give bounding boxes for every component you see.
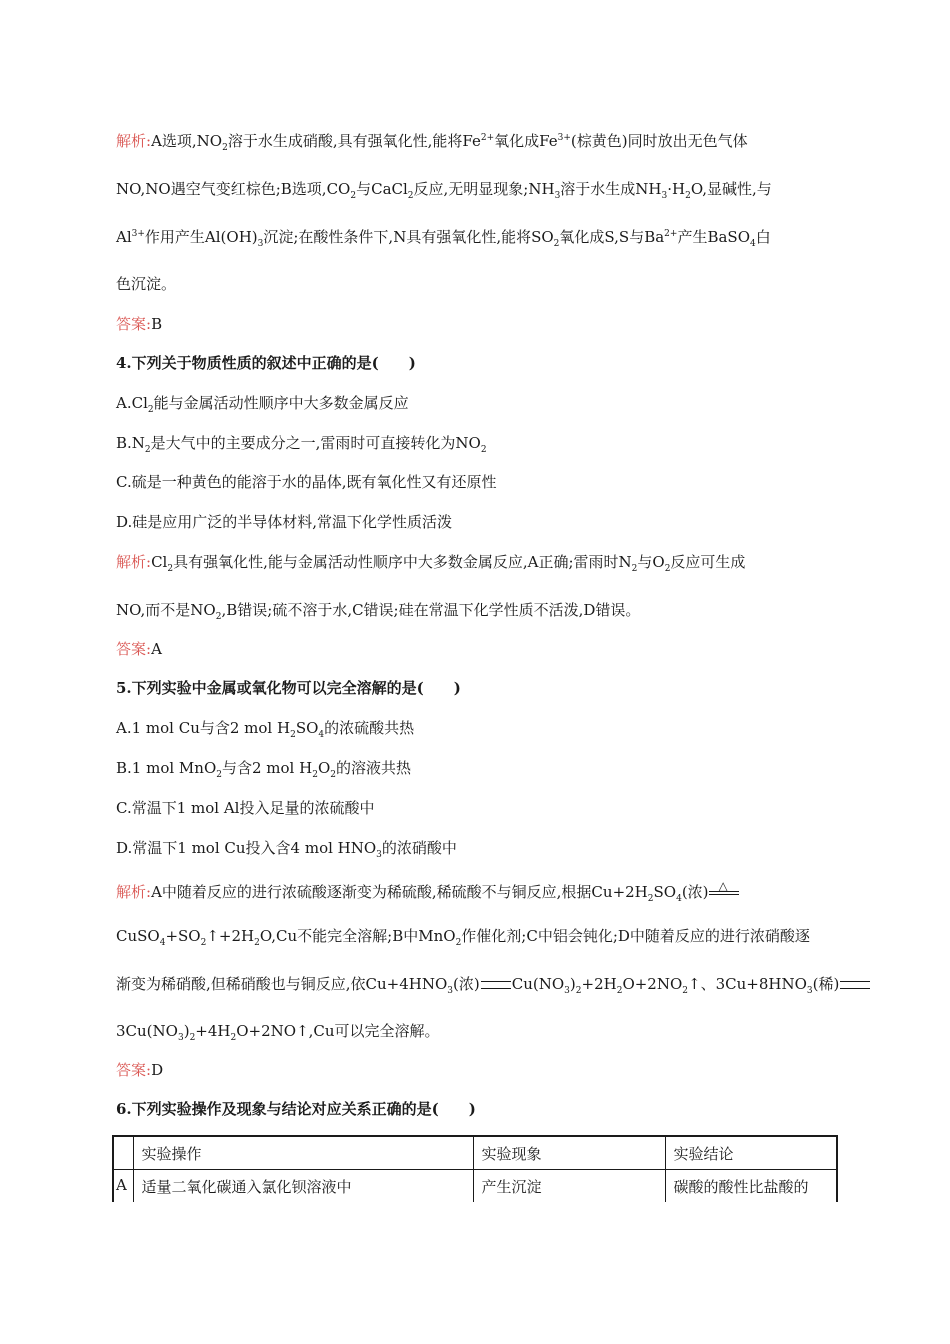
table-cell: 适量二氧化碳通入氯化钡溶液中 (133, 1169, 473, 1202)
q5-analysis-line-1: 解析:A中随着反应的进行浓硫酸逐渐变为稀硫酸,稀硫酸不与铜反应,根据$Cu+2H_2SO_4$(浓) △ (116, 882, 739, 902)
table-header-row (113, 1136, 837, 1169)
q5-option-a: A.1 mol Cu与含2 mol $H_2SO_4$的浓硫酸共热 (116, 719, 415, 740)
q5-analysis-line-2: $CuSO_4+SO_2↑+2H_2O,Cu$不能完全溶解;B中MnO$_2$作催化剂;C中铝会钝化;D中随着反应的进行浓硝酸逐 (116, 927, 810, 948)
q5-stem: 5.下列实验中金属或氧化物可以完全溶解的是( ) (116, 679, 461, 697)
q3-analysis-line-1: 解析:A选项$,NO_2$溶于水生成硝酸,具有强氧化性,能将$Fe^{2+}$氧化成$Fe^{3+}$(棕黄色)同时放出无色气体 (116, 132, 748, 153)
q4-option-d: D.硅是应用广泛的半导体材料,常温下化学性质活泼 (116, 513, 453, 531)
q5-option-d: D.常温下1 mol Cu投入含4 mol $HNO_3$的浓硝酸中 (116, 839, 457, 860)
table-row (113, 1169, 837, 1202)
analysis-label: 解析: (116, 883, 152, 901)
table-header-cell: 实验结论 (665, 1136, 837, 1169)
q3-analysis-line-4: 色沉淀。 (116, 275, 177, 293)
analysis-label: 解析: (116, 553, 152, 571)
equals-sign (481, 981, 511, 989)
answer-label: 答案: (116, 640, 152, 658)
table-header-cell: 实验现象 (473, 1136, 665, 1169)
q5-answer (116, 1060, 163, 1080)
q4-analysis-line-2: NO,而不是$NO_2,B$错误;硫不溶于水,C错误;硅在常温下化学性质不活泼,D错误。 (116, 601, 641, 622)
q6-stem: 6.下列实验操作及现象与结论对应关系正确的是( ) (116, 1100, 476, 1118)
equals-sign (840, 981, 870, 989)
answer-value: D (151, 1061, 164, 1079)
q3-analysis-line-2: NO,NO遇空气变红棕色;B选项$,CO_2$与CaCl$_2$反应,无明显现象$;NH_3$溶于水生成$NH_3\cdot H_2O$,显碱性,与 (116, 180, 772, 201)
q4-stem: 4.下列关于物质性质的叙述中正确的是( ) (116, 354, 416, 372)
heating-equals-sign (709, 879, 739, 902)
q4-option-c: C.硫是一种黄色的能溶于水的晶体,既有氧化性又有还原性 (116, 473, 497, 491)
q5-analysis-line-3: 渐变为稀硝酸,但稀硝酸也与铜反应,依$Cu+4HNO_3$(浓) $Cu(NO_3)_2+2H_2O+2NO_2↑$、$3Cu+8HNO_3$(稀) (116, 974, 871, 994)
q4-analysis-line-1: 解析$:Cl_2$具有强氧化性,能与金属活动性顺序中大多数金属反应,A正确;雷雨时$N_2$与$O_2$反应可生成 (116, 553, 746, 574)
q5-option-c: C.常温下1 mol Al投入足量的浓硫酸中 (116, 799, 375, 817)
q3-answer (116, 314, 162, 334)
answer-label: 答案: (116, 315, 152, 333)
table-cell: 产生沉淀 (473, 1169, 665, 1202)
q5-option-b: B.1 mol MnO$_2$与含2 mol $H_2O_2$的溶液共热 (116, 759, 411, 780)
analysis-label: 解析: (116, 132, 152, 150)
answer-value: B (151, 315, 163, 333)
answer-label: 答案: (116, 1061, 152, 1079)
answer-value: A (151, 640, 162, 658)
table-header-cell: 实验操作 (133, 1136, 473, 1169)
q4-option-b: $B.N_2$是大气中的主要成分之一,雷雨时可直接转化为$NO_2$ (116, 434, 487, 455)
q3-analysis-line-3: $Al^{3+}$作用产生$Al(OH)_3$沉淀;在酸性条件下,N具有强氧化性,能将$SO_2$氧化成S,S与$Ba^{2+}$产生BaSO$_4$白 (116, 228, 771, 249)
q4-option-a: $A.Cl_2$能与金属活动性顺序中大多数金属反应 (116, 394, 409, 415)
table-cell: A (113, 1169, 133, 1202)
table-header-cell (113, 1136, 133, 1169)
q5-analysis-line-4: $3Cu(NO_3)_2+4H_2O+2NO↑,Cu$可以完全溶解。 (116, 1022, 440, 1043)
q4-answer (116, 639, 162, 659)
heat-triangle-icon: △ (718, 879, 728, 893)
q6-table (112, 1135, 838, 1202)
table-cell: 碳酸的酸性比盐酸的 (665, 1169, 837, 1202)
